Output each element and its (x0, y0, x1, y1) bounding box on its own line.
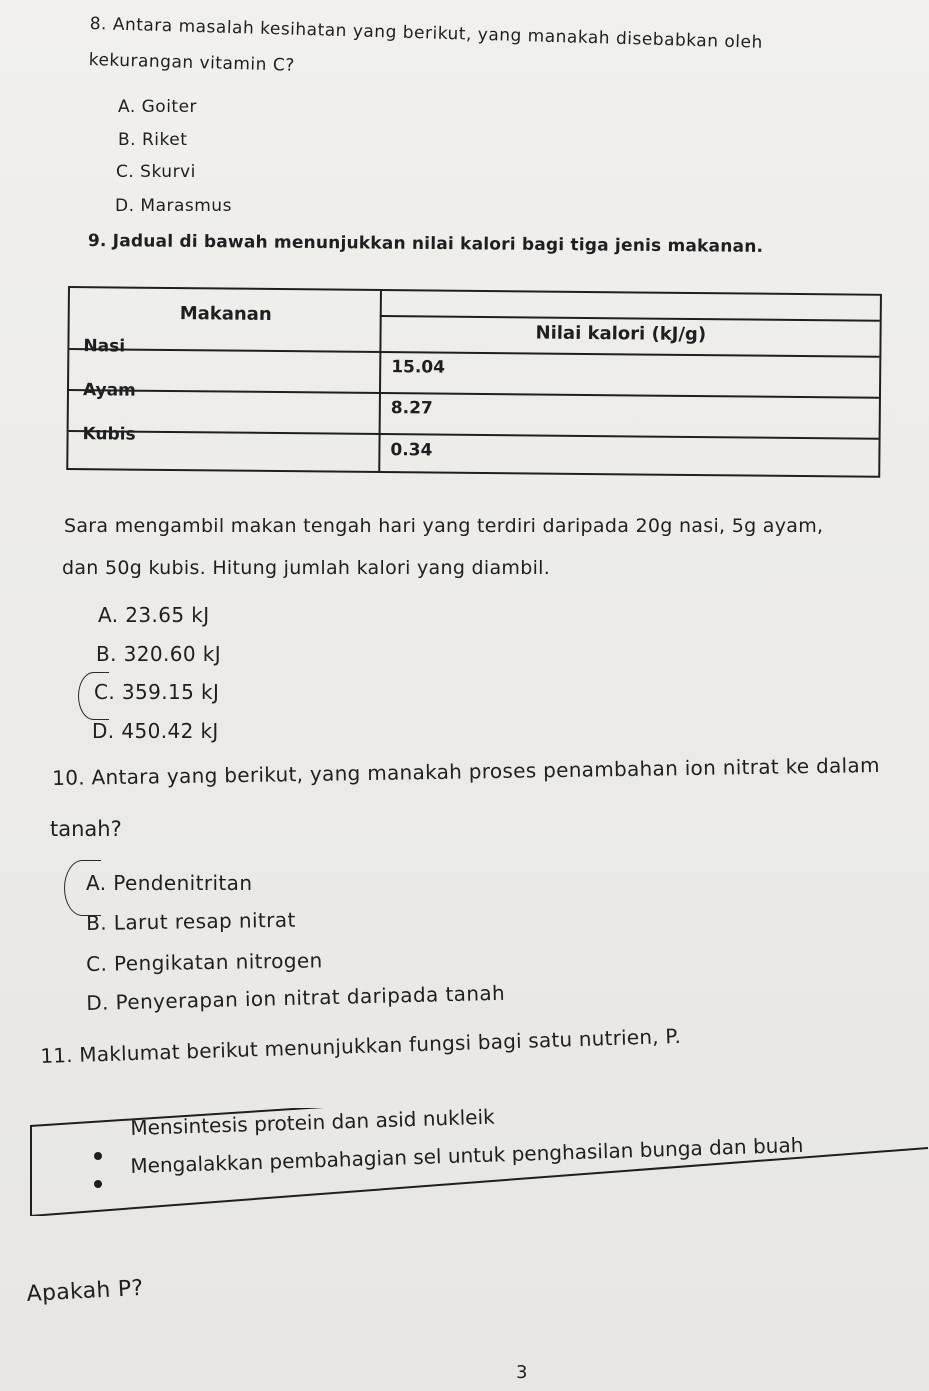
q8-option-d: D. Marasmus (115, 196, 232, 216)
q10-option-d: D. Penyerapan ion nitrat daripada tanah (86, 980, 506, 1015)
q9-option-d: D. 450.42 kJ (92, 719, 219, 743)
q8-option-a: A. Goiter (118, 97, 198, 117)
q11-bullet-2: Mengalakkan pembahagian sel untuk penghasilan bunga dan buah (130, 1132, 804, 1178)
q10-option-b: B. Larut resap nitrat (86, 907, 296, 935)
q9-option-b: B. 320.60 kJ (96, 642, 222, 666)
page-number: 3 (516, 1362, 528, 1383)
table-divider (69, 389, 879, 399)
q8-stem-line2: kekurangan vitamin C? (88, 50, 296, 76)
q10-option-c: C. Pengikatan nitrogen (86, 948, 323, 976)
q11-intro: 11. Maklumat berikut menunjukkan fungsi bagi satu nutrien, P. (40, 1023, 682, 1068)
table-cell-food: Kubis (82, 424, 136, 445)
q8-stem-line1: 8. Antara masalah kesihatan yang berikut, yang manakah disebabkan oleh (89, 14, 764, 53)
table-header-food: Makanan (179, 303, 272, 325)
calorie-table (66, 286, 882, 478)
q10-option-a: A. Pendenitritan (86, 871, 253, 895)
table-divider (69, 430, 879, 440)
q9-stem-line1: Sara mengambil makan tengah hari yang terdiri daripada 20g nasi, 5g ayam, (64, 515, 824, 537)
table-header-calorie: Nilai kalori (kJ/g) (535, 322, 707, 346)
q8-option-c: C. Skurvi (116, 162, 196, 182)
bullet-dot (94, 1152, 102, 1160)
table-cell-calorie: 15.04 (391, 357, 446, 378)
q11-question: Apakah P? (26, 1275, 145, 1307)
q9-option-a: A. 23.65 kJ (98, 603, 210, 627)
q11-bullet-1: Mensintesis protein dan asid nukleik (130, 1104, 496, 1140)
table-cell-food: Nasi (83, 336, 126, 357)
q9-option-c: C. 359.15 kJ (94, 680, 220, 704)
table-cell-food: Ayam (82, 380, 136, 401)
q9-stem-line2: dan 50g kubis. Hitung jumlah kalori yang diambil. (62, 557, 551, 579)
q9-intro: 9. Jadual di bawah menunjukkan nilai kalori bagi tiga jenis makanan. (87, 231, 764, 257)
table-column-divider (378, 291, 382, 471)
bullet-dot (94, 1180, 102, 1188)
table-cell-calorie: 8.27 (390, 398, 433, 419)
table-cell-calorie: 0.34 (390, 440, 433, 461)
table-divider (69, 348, 879, 358)
q10-stem-line1: 10. Antara yang berikut, yang manakah proses penambahan ion nitrat ke dalam (52, 752, 880, 790)
info-box (30, 1104, 929, 1216)
q10-stem-line2: tanah? (50, 817, 122, 841)
table-divider (380, 315, 880, 322)
q8-option-b: B. Riket (118, 130, 188, 150)
